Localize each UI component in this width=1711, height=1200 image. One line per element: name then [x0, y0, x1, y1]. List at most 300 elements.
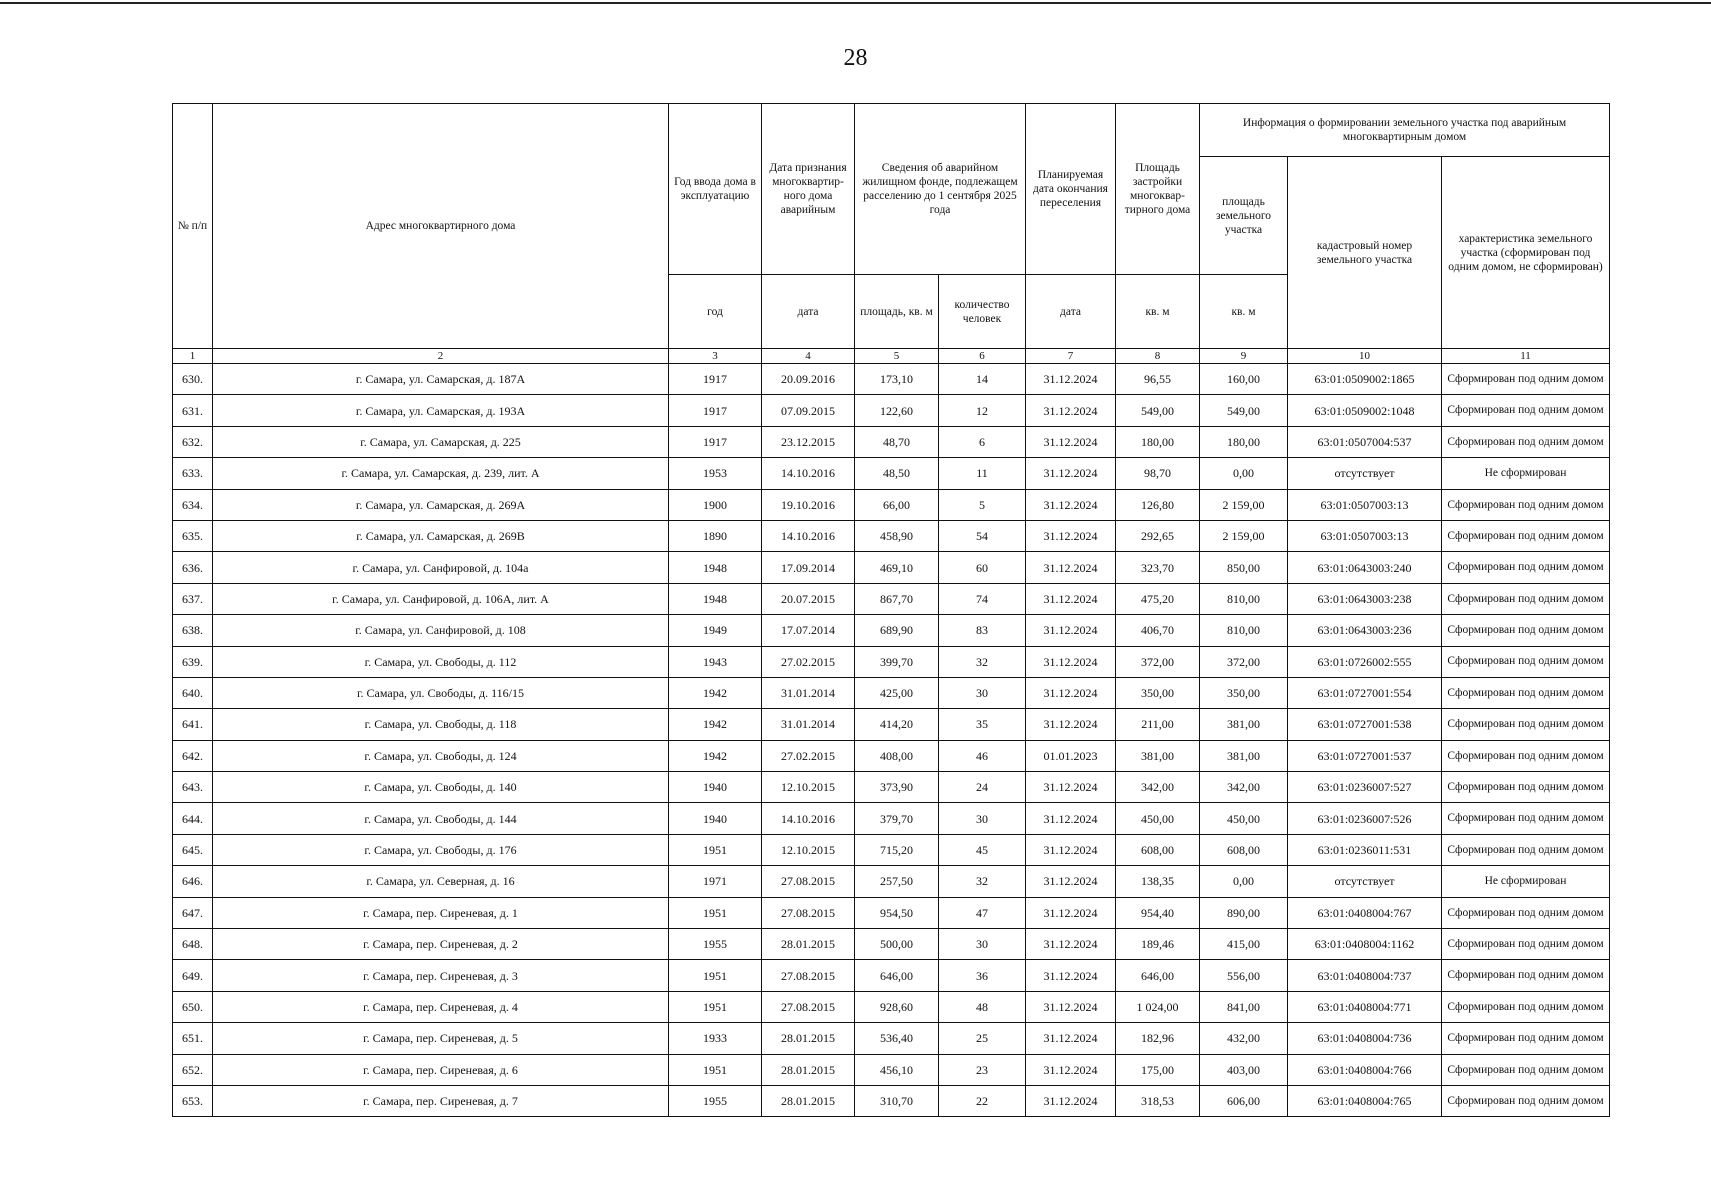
recognition-date-cell: 17.07.2014 — [762, 615, 855, 646]
header-cadastral-number: кадастровый номер земельного участка — [1288, 157, 1442, 349]
table-row — [173, 740, 1610, 771]
recognition-date-cell: 28.01.2015 — [762, 1085, 855, 1116]
land-status-cell: Сформирован под одним домом — [1442, 615, 1610, 646]
address-cell: г. Самара, пер. Сиреневая, д. 4 — [213, 991, 669, 1022]
people-count-cell: 24 — [939, 772, 1026, 803]
recognition-date-cell: 27.02.2015 — [762, 646, 855, 677]
people-count-cell: 22 — [939, 1085, 1026, 1116]
column-number: 3 — [669, 349, 762, 364]
row-number: 640. — [173, 677, 213, 708]
table-row — [173, 834, 1610, 865]
planned-date-cell: 01.01.2023 — [1026, 740, 1116, 771]
recognition-date-cell: 27.08.2015 — [762, 960, 855, 991]
table-row — [173, 929, 1610, 960]
recognition-date-cell: 28.01.2015 — [762, 1023, 855, 1054]
area-cell: 928,60 — [855, 991, 939, 1022]
table-row — [173, 1085, 1610, 1116]
address-cell: г. Самара, ул. Свободы, д. 112 — [213, 646, 669, 677]
header-year: Год ввода дома в эксплуатацию — [669, 104, 762, 275]
people-count-cell: 74 — [939, 583, 1026, 614]
cadastral-number-cell: отсутствует — [1288, 866, 1442, 897]
address-cell: г. Самара, пер. Сиреневая, д. 3 — [213, 960, 669, 991]
cadastral-number-cell: отсутствует — [1288, 458, 1442, 489]
cadastral-number-cell: 63:01:0643003:236 — [1288, 615, 1442, 646]
header-land-characteristic: характеристика земельного участка (сформирован под одним домом, не сформирован) — [1442, 157, 1610, 349]
emergency-housing-table — [172, 103, 1610, 1117]
people-count-cell: 23 — [939, 1054, 1026, 1085]
header-emergency-fund: Сведения об аварийном жилищном фонде, подлежащем расселению до 1 сентября 2025 года — [855, 104, 1026, 275]
address-cell: г. Самара, ул. Самарская, д. 187А — [213, 364, 669, 395]
page-number: 28 — [843, 45, 868, 71]
land-area-cell: 890,00 — [1200, 897, 1288, 928]
row-number: 633. — [173, 458, 213, 489]
row-number: 635. — [173, 520, 213, 551]
building-area-cell: 646,00 — [1116, 960, 1200, 991]
recognition-date-cell: 12.10.2015 — [762, 834, 855, 865]
recognition-date-cell: 12.10.2015 — [762, 772, 855, 803]
year-cell: 1949 — [669, 615, 762, 646]
planned-date-cell: 31.12.2024 — [1026, 709, 1116, 740]
land-status-cell: Сформирован под одним домом — [1442, 520, 1610, 551]
area-cell: 425,00 — [855, 677, 939, 708]
building-area-cell: 475,20 — [1116, 583, 1200, 614]
address-cell: г. Самара, ул. Самарская, д. 239, лит. А — [213, 458, 669, 489]
top-border-line — [0, 2, 1711, 4]
cadastral-number-cell: 63:01:0726002:555 — [1288, 646, 1442, 677]
land-status-cell: Сформирован под одним домом — [1442, 489, 1610, 520]
row-number: 632. — [173, 426, 213, 457]
land-status-cell: Сформирован под одним домом — [1442, 772, 1610, 803]
land-area-cell: 0,00 — [1200, 458, 1288, 489]
area-cell: 48,50 — [855, 458, 939, 489]
land-status-cell: Сформирован под одним домом — [1442, 583, 1610, 614]
area-cell: 689,90 — [855, 615, 939, 646]
cadastral-number-cell: 63:01:0408004:771 — [1288, 991, 1442, 1022]
area-cell: 469,10 — [855, 552, 939, 583]
building-area-cell: 350,00 — [1116, 677, 1200, 708]
address-cell: г. Самара, ул. Самарская, д. 225 — [213, 426, 669, 457]
area-cell: 122,60 — [855, 395, 939, 426]
table-header — [173, 104, 1610, 364]
people-count-cell: 30 — [939, 677, 1026, 708]
row-number: 645. — [173, 834, 213, 865]
unit-people: количество человек — [939, 275, 1026, 349]
land-area-cell: 403,00 — [1200, 1054, 1288, 1085]
row-number: 638. — [173, 615, 213, 646]
land-status-cell: Сформирован под одним домом — [1442, 1023, 1610, 1054]
row-number: 631. — [173, 395, 213, 426]
land-status-cell: Сформирован под одним домом — [1442, 834, 1610, 865]
planned-date-cell: 31.12.2024 — [1026, 646, 1116, 677]
row-number: 639. — [173, 646, 213, 677]
building-area-cell: 98,70 — [1116, 458, 1200, 489]
building-area-cell: 406,70 — [1116, 615, 1200, 646]
column-number: 11 — [1442, 349, 1610, 364]
planned-date-cell: 31.12.2024 — [1026, 960, 1116, 991]
land-area-cell: 841,00 — [1200, 991, 1288, 1022]
people-count-cell: 30 — [939, 803, 1026, 834]
recognition-date-cell: 27.08.2015 — [762, 991, 855, 1022]
people-count-cell: 48 — [939, 991, 1026, 1022]
building-area-cell: 381,00 — [1116, 740, 1200, 771]
area-cell: 310,70 — [855, 1085, 939, 1116]
planned-date-cell: 31.12.2024 — [1026, 583, 1116, 614]
year-cell: 1917 — [669, 395, 762, 426]
land-status-cell: Сформирован под одним домом — [1442, 709, 1610, 740]
area-cell: 48,70 — [855, 426, 939, 457]
address-cell: г. Самара, ул. Санфировой, д. 108 — [213, 615, 669, 646]
people-count-cell: 5 — [939, 489, 1026, 520]
building-area-cell: 608,00 — [1116, 834, 1200, 865]
land-area-cell: 810,00 — [1200, 583, 1288, 614]
land-area-cell: 556,00 — [1200, 960, 1288, 991]
column-number: 9 — [1200, 349, 1288, 364]
land-status-cell: Сформирован под одним домом — [1442, 1085, 1610, 1116]
area-cell: 373,90 — [855, 772, 939, 803]
year-cell: 1940 — [669, 803, 762, 834]
row-number: 630. — [173, 364, 213, 395]
year-cell: 1951 — [669, 897, 762, 928]
row-number: 636. — [173, 552, 213, 583]
land-status-cell: Сформирован под одним домом — [1442, 897, 1610, 928]
land-area-cell: 372,00 — [1200, 646, 1288, 677]
table-row — [173, 426, 1610, 457]
column-number: 2 — [213, 349, 669, 364]
recognition-date-cell: 27.08.2015 — [762, 866, 855, 897]
people-count-cell: 36 — [939, 960, 1026, 991]
year-cell: 1951 — [669, 960, 762, 991]
address-cell: г. Самара, ул. Самарская, д. 269А — [213, 489, 669, 520]
row-number: 651. — [173, 1023, 213, 1054]
year-cell: 1951 — [669, 834, 762, 865]
unit-building-area: кв. м — [1116, 275, 1200, 349]
recognition-date-cell: 20.09.2016 — [762, 364, 855, 395]
land-status-cell: Сформирован под одним домом — [1442, 929, 1610, 960]
people-count-cell: 32 — [939, 866, 1026, 897]
land-area-cell: 0,00 — [1200, 866, 1288, 897]
recognition-date-cell: 14.10.2016 — [762, 803, 855, 834]
people-count-cell: 47 — [939, 897, 1026, 928]
people-count-cell: 46 — [939, 740, 1026, 771]
table-row — [173, 646, 1610, 677]
row-number: 653. — [173, 1085, 213, 1116]
recognition-date-cell: 31.01.2014 — [762, 677, 855, 708]
address-cell: г. Самара, пер. Сиреневая, д. 7 — [213, 1085, 669, 1116]
planned-date-cell: 31.12.2024 — [1026, 1085, 1116, 1116]
cadastral-number-cell: 63:01:0236011:531 — [1288, 834, 1442, 865]
land-status-cell: Сформирован под одним домом — [1442, 552, 1610, 583]
planned-date-cell: 31.12.2024 — [1026, 426, 1116, 457]
table-row — [173, 1023, 1610, 1054]
cadastral-number-cell: 63:01:0727001:554 — [1288, 677, 1442, 708]
building-area-cell: 954,40 — [1116, 897, 1200, 928]
row-number: 650. — [173, 991, 213, 1022]
building-area-cell: 182,96 — [1116, 1023, 1200, 1054]
address-cell: г. Самара, ул. Северная, д. 16 — [213, 866, 669, 897]
people-count-cell: 60 — [939, 552, 1026, 583]
table-row — [173, 709, 1610, 740]
row-number: 644. — [173, 803, 213, 834]
planned-date-cell: 31.12.2024 — [1026, 489, 1116, 520]
address-cell: г. Самара, пер. Сиреневая, д. 1 — [213, 897, 669, 928]
address-cell: г. Самара, ул. Свободы, д. 116/15 — [213, 677, 669, 708]
area-cell: 408,00 — [855, 740, 939, 771]
column-number-row — [173, 349, 1610, 364]
table-row — [173, 991, 1610, 1022]
row-number: 649. — [173, 960, 213, 991]
year-cell: 1955 — [669, 1085, 762, 1116]
land-area-cell: 160,00 — [1200, 364, 1288, 395]
recognition-date-cell: 28.01.2015 — [762, 929, 855, 960]
row-number: 643. — [173, 772, 213, 803]
column-number: 1 — [173, 349, 213, 364]
area-cell: 399,70 — [855, 646, 939, 677]
table-row — [173, 520, 1610, 551]
cadastral-number-cell: 63:01:0727001:538 — [1288, 709, 1442, 740]
address-cell: г. Самара, ул. Санфировой, д. 106А, лит. А — [213, 583, 669, 614]
planned-date-cell: 31.12.2024 — [1026, 772, 1116, 803]
cadastral-number-cell: 63:01:0236007:526 — [1288, 803, 1442, 834]
planned-date-cell: 31.12.2024 — [1026, 991, 1116, 1022]
year-cell: 1900 — [669, 489, 762, 520]
people-count-cell: 30 — [939, 929, 1026, 960]
cadastral-number-cell: 63:01:0408004:767 — [1288, 897, 1442, 928]
building-area-cell: 372,00 — [1116, 646, 1200, 677]
row-number: 647. — [173, 897, 213, 928]
people-count-cell: 35 — [939, 709, 1026, 740]
cadastral-number-cell: 63:01:0408004:765 — [1288, 1085, 1442, 1116]
planned-date-cell: 31.12.2024 — [1026, 364, 1116, 395]
area-cell: 379,70 — [855, 803, 939, 834]
cadastral-number-cell: 63:01:0507003:13 — [1288, 489, 1442, 520]
area-cell: 458,90 — [855, 520, 939, 551]
area-cell: 867,70 — [855, 583, 939, 614]
address-cell: г. Самара, ул. Свободы, д. 176 — [213, 834, 669, 865]
cadastral-number-cell: 63:01:0408004:766 — [1288, 1054, 1442, 1085]
land-area-cell: 180,00 — [1200, 426, 1288, 457]
building-area-cell: 126,80 — [1116, 489, 1200, 520]
people-count-cell: 25 — [939, 1023, 1026, 1054]
land-area-cell: 432,00 — [1200, 1023, 1288, 1054]
unit-land-area: кв. м — [1200, 275, 1288, 349]
planned-date-cell: 31.12.2024 — [1026, 1023, 1116, 1054]
people-count-cell: 6 — [939, 426, 1026, 457]
land-status-cell: Сформирован под одним домом — [1442, 395, 1610, 426]
building-area-cell: 450,00 — [1116, 803, 1200, 834]
land-area-cell: 2 159,00 — [1200, 520, 1288, 551]
cadastral-number-cell: 63:01:0236007:527 — [1288, 772, 1442, 803]
building-area-cell: 342,00 — [1116, 772, 1200, 803]
column-number: 4 — [762, 349, 855, 364]
planned-date-cell: 31.12.2024 — [1026, 929, 1116, 960]
row-number: 646. — [173, 866, 213, 897]
year-cell: 1917 — [669, 426, 762, 457]
recognition-date-cell: 27.08.2015 — [762, 897, 855, 928]
unit-year: год — [669, 275, 762, 349]
year-cell: 1955 — [669, 929, 762, 960]
people-count-cell: 14 — [939, 364, 1026, 395]
row-number: 641. — [173, 709, 213, 740]
planned-date-cell: 31.12.2024 — [1026, 897, 1116, 928]
land-status-cell: Сформирован под одним домом — [1442, 1054, 1610, 1085]
cadastral-number-cell: 63:01:0408004:737 — [1288, 960, 1442, 991]
building-area-cell: 549,00 — [1116, 395, 1200, 426]
land-status-cell: Сформирован под одним домом — [1442, 426, 1610, 457]
table-row — [173, 677, 1610, 708]
year-cell: 1943 — [669, 646, 762, 677]
building-area-cell: 138,35 — [1116, 866, 1200, 897]
year-cell: 1942 — [669, 677, 762, 708]
land-status-cell: Сформирован под одним домом — [1442, 991, 1610, 1022]
year-cell: 1940 — [669, 772, 762, 803]
recognition-date-cell: 28.01.2015 — [762, 1054, 855, 1085]
building-area-cell: 292,65 — [1116, 520, 1200, 551]
cadastral-number-cell: 63:01:0408004:736 — [1288, 1023, 1442, 1054]
land-area-cell: 810,00 — [1200, 615, 1288, 646]
planned-date-cell: 31.12.2024 — [1026, 395, 1116, 426]
land-status-cell: Сформирован под одним домом — [1442, 646, 1610, 677]
column-number: 6 — [939, 349, 1026, 364]
cadastral-number-cell: 63:01:0643003:238 — [1288, 583, 1442, 614]
address-cell: г. Самара, пер. Сиреневая, д. 2 — [213, 929, 669, 960]
land-area-cell: 350,00 — [1200, 677, 1288, 708]
address-cell: г. Самара, пер. Сиреневая, д. 6 — [213, 1054, 669, 1085]
cadastral-number-cell: 63:01:0509002:1048 — [1288, 395, 1442, 426]
people-count-cell: 11 — [939, 458, 1026, 489]
area-cell: 257,50 — [855, 866, 939, 897]
unit-planned-date: дата — [1026, 275, 1116, 349]
address-cell: г. Самара, пер. Сиреневая, д. 5 — [213, 1023, 669, 1054]
area-cell: 173,10 — [855, 364, 939, 395]
building-area-cell: 96,55 — [1116, 364, 1200, 395]
land-area-cell: 606,00 — [1200, 1085, 1288, 1116]
address-cell: г. Самара, ул. Санфировой, д. 104а — [213, 552, 669, 583]
people-count-cell: 83 — [939, 615, 1026, 646]
planned-date-cell: 31.12.2024 — [1026, 1054, 1116, 1085]
planned-date-cell: 31.12.2024 — [1026, 866, 1116, 897]
people-count-cell: 45 — [939, 834, 1026, 865]
row-number: 637. — [173, 583, 213, 614]
year-cell: 1948 — [669, 552, 762, 583]
row-number: 648. — [173, 929, 213, 960]
recognition-date-cell: 20.07.2015 — [762, 583, 855, 614]
cadastral-number-cell: 63:01:0507003:13 — [1288, 520, 1442, 551]
planned-date-cell: 31.12.2024 — [1026, 552, 1116, 583]
planned-date-cell: 31.12.2024 — [1026, 834, 1116, 865]
header-building-area: Площадь застройки многоквар-тирного дома — [1116, 104, 1200, 275]
year-cell: 1951 — [669, 1054, 762, 1085]
land-status-cell: Не сформирован — [1442, 866, 1610, 897]
header-land-area: площадь земельного участка — [1200, 157, 1288, 275]
header-land-info: Информация о формировании земельного участка под аварийным многоквартирным домом — [1200, 104, 1610, 157]
year-cell: 1948 — [669, 583, 762, 614]
land-area-cell: 342,00 — [1200, 772, 1288, 803]
table-row — [173, 897, 1610, 928]
table-row — [173, 583, 1610, 614]
recognition-date-cell: 23.12.2015 — [762, 426, 855, 457]
planned-date-cell: 31.12.2024 — [1026, 803, 1116, 834]
land-status-cell: Сформирован под одним домом — [1442, 677, 1610, 708]
year-cell: 1890 — [669, 520, 762, 551]
year-cell: 1971 — [669, 866, 762, 897]
year-cell: 1917 — [669, 364, 762, 395]
header-number: № п/п — [173, 104, 213, 349]
row-number: 642. — [173, 740, 213, 771]
year-cell: 1942 — [669, 740, 762, 771]
cadastral-number-cell: 63:01:0408004:1162 — [1288, 929, 1442, 960]
land-area-cell: 850,00 — [1200, 552, 1288, 583]
header-planned-date: Планируемая дата окончания переселения — [1026, 104, 1116, 275]
people-count-cell: 12 — [939, 395, 1026, 426]
land-status-cell: Сформирован под одним домом — [1442, 740, 1610, 771]
table-row — [173, 866, 1610, 897]
recognition-date-cell: 19.10.2016 — [762, 489, 855, 520]
unit-date: дата — [762, 275, 855, 349]
cadastral-number-cell: 63:01:0727001:537 — [1288, 740, 1442, 771]
address-cell: г. Самара, ул. Свободы, д. 144 — [213, 803, 669, 834]
building-area-cell: 189,46 — [1116, 929, 1200, 960]
table-row — [173, 615, 1610, 646]
unit-area: площадь, кв. м — [855, 275, 939, 349]
table-row — [173, 489, 1610, 520]
building-area-cell: 180,00 — [1116, 426, 1200, 457]
table-row — [173, 1054, 1610, 1085]
table-row — [173, 803, 1610, 834]
people-count-cell: 32 — [939, 646, 1026, 677]
address-cell: г. Самара, ул. Самарская, д. 269В — [213, 520, 669, 551]
table-row — [173, 458, 1610, 489]
area-cell: 66,00 — [855, 489, 939, 520]
area-cell: 414,20 — [855, 709, 939, 740]
address-cell: г. Самара, ул. Самарская, д. 193А — [213, 395, 669, 426]
recognition-date-cell: 14.10.2016 — [762, 458, 855, 489]
land-area-cell: 2 159,00 — [1200, 489, 1288, 520]
land-status-cell: Сформирован под одним домом — [1442, 960, 1610, 991]
land-area-cell: 549,00 — [1200, 395, 1288, 426]
land-area-cell: 381,00 — [1200, 740, 1288, 771]
land-status-cell: Сформирован под одним домом — [1442, 364, 1610, 395]
area-cell: 954,50 — [855, 897, 939, 928]
area-cell: 456,10 — [855, 1054, 939, 1085]
table-row — [173, 772, 1610, 803]
area-cell: 715,20 — [855, 834, 939, 865]
row-number: 652. — [173, 1054, 213, 1085]
land-area-cell: 381,00 — [1200, 709, 1288, 740]
recognition-date-cell: 07.09.2015 — [762, 395, 855, 426]
recognition-date-cell: 27.02.2015 — [762, 740, 855, 771]
table-row — [173, 364, 1610, 395]
row-number: 634. — [173, 489, 213, 520]
planned-date-cell: 31.12.2024 — [1026, 520, 1116, 551]
year-cell: 1933 — [669, 1023, 762, 1054]
people-count-cell: 54 — [939, 520, 1026, 551]
table-row — [173, 960, 1610, 991]
recognition-date-cell: 14.10.2016 — [762, 520, 855, 551]
planned-date-cell: 31.12.2024 — [1026, 458, 1116, 489]
cadastral-number-cell: 63:01:0507004:537 — [1288, 426, 1442, 457]
header-recognition-date: Дата признания многоквартир-ного дома аварийным — [762, 104, 855, 275]
area-cell: 500,00 — [855, 929, 939, 960]
land-status-cell: Сформирован под одним домом — [1442, 803, 1610, 834]
area-cell: 646,00 — [855, 960, 939, 991]
cadastral-number-cell: 63:01:0643003:240 — [1288, 552, 1442, 583]
year-cell: 1953 — [669, 458, 762, 489]
column-number: 10 — [1288, 349, 1442, 364]
column-number: 5 — [855, 349, 939, 364]
land-area-cell: 608,00 — [1200, 834, 1288, 865]
building-area-cell: 318,53 — [1116, 1085, 1200, 1116]
land-status-cell: Не сформирован — [1442, 458, 1610, 489]
